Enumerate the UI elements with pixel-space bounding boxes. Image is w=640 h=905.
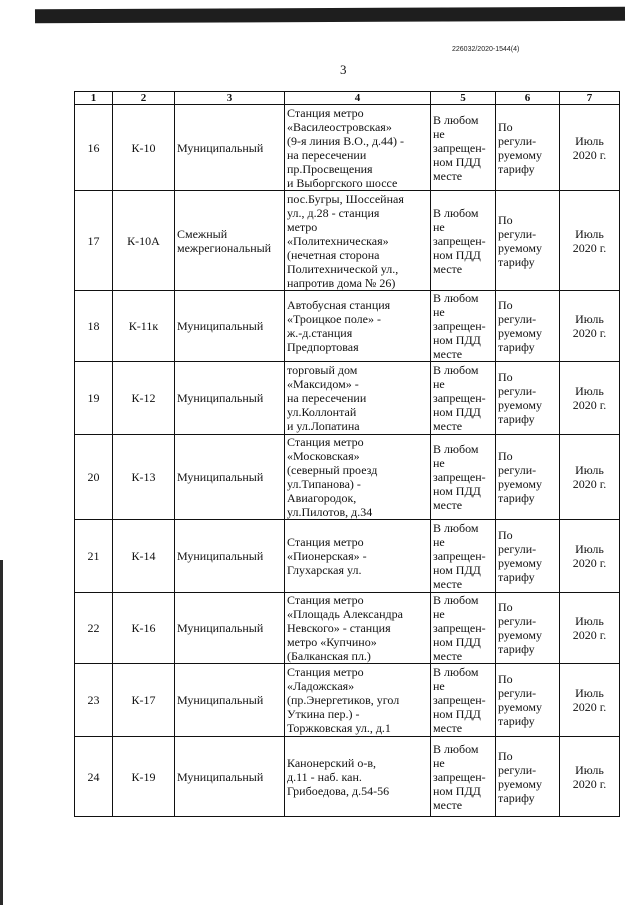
- route-code-cell: К-12: [113, 362, 175, 435]
- tariff-type-cell: По регули- руемому тарифу: [496, 362, 560, 435]
- route-code-cell: К-14: [113, 520, 175, 593]
- start-date-cell: Июль 2020 г.: [560, 435, 620, 520]
- route-type-cell: Муниципальный: [175, 520, 285, 593]
- table-header-row: [75, 92, 620, 105]
- tariff-type-cell: По регули- руемому тарифу: [496, 664, 560, 737]
- route-stops-cell: Станция метро «Пионерская» - Глухарская ул.: [285, 520, 431, 593]
- row-number-cell: 24: [75, 737, 113, 817]
- route-stops-cell: Станция метро «Московская» (северный проезд ул.Типанова) - Авиагородок, ул.Пилотов, д.34: [285, 435, 431, 520]
- page-number: 3: [340, 62, 347, 77]
- route-type-cell: Муниципальный: [175, 737, 285, 817]
- route-stops-cell: Автобусная станция «Троицкое поле» - ж.-д.станция Предпортовая: [285, 291, 431, 362]
- start-date-cell: Июль 2020 г.: [560, 593, 620, 664]
- column-header: 6: [496, 92, 560, 105]
- route-type-cell: Смежный межрегиональный: [175, 191, 285, 291]
- route-code-cell: К-10А: [113, 191, 175, 291]
- boarding-place-cell: В любом не запрещен- ном ПДД месте: [431, 291, 496, 362]
- routes-table: [74, 91, 620, 817]
- tariff-type-cell: По регули- руемому тарифу: [496, 291, 560, 362]
- route-stops-cell: Станция метро «Ладожская» (пр.Энергетиков, угол Уткина пер.) - Торжковская ул., д.1: [285, 664, 431, 737]
- column-header: 2: [113, 92, 175, 105]
- start-date-cell: Июль 2020 г.: [560, 291, 620, 362]
- row-number-cell: 20: [75, 435, 113, 520]
- start-date-cell: Июль 2020 г.: [560, 737, 620, 817]
- route-stops-cell: Станция метро «Площадь Александра Невского» - станция метро «Купчино» (Балканская пл.): [285, 593, 431, 664]
- start-date-cell: Июль 2020 г.: [560, 105, 620, 191]
- table-row: [75, 105, 620, 191]
- start-date-cell: Июль 2020 г.: [560, 362, 620, 435]
- table-row: [75, 520, 620, 593]
- table-row: [75, 435, 620, 520]
- route-code-cell: К-16: [113, 593, 175, 664]
- route-stops-cell: пос.Бугры, Шоссейная ул., д.28 - станция метро «Политехническая» (нечетная сторона Политехнической ул., напротив дома № 26): [285, 191, 431, 291]
- column-header: 4: [285, 92, 431, 105]
- scan-border-top: [35, 7, 625, 24]
- row-number-cell: 23: [75, 664, 113, 737]
- row-number-cell: 21: [75, 520, 113, 593]
- route-stops-cell: Канонерский о-в, д.11 - наб. кан. Грибоедова, д.54-56: [285, 737, 431, 817]
- boarding-place-cell: В любом не запрещен- ном ПДД месте: [431, 362, 496, 435]
- route-code-cell: К-13: [113, 435, 175, 520]
- route-code-cell: К-19: [113, 737, 175, 817]
- start-date-cell: Июль 2020 г.: [560, 191, 620, 291]
- table-row: [75, 191, 620, 291]
- document-id: 226032/2020-1544(4): [452, 46, 520, 53]
- tariff-type-cell: По регули- руемому тарифу: [496, 191, 560, 291]
- table-row: [75, 664, 620, 737]
- route-type-cell: Муниципальный: [175, 105, 285, 191]
- boarding-place-cell: В любом не запрещен- ном ПДД месте: [431, 593, 496, 664]
- route-type-cell: Муниципальный: [175, 291, 285, 362]
- column-header: 5: [431, 92, 496, 105]
- tariff-type-cell: По регули- руемому тарифу: [496, 520, 560, 593]
- table-row: [75, 737, 620, 817]
- route-stops-cell: Станция метро «Василеостровская» (9-я линия В.О., д.44) - на пересечении пр.Просвещения и Выборгского шоссе: [285, 105, 431, 191]
- tariff-type-cell: По регули- руемому тарифу: [496, 105, 560, 191]
- route-code-cell: К-10: [113, 105, 175, 191]
- boarding-place-cell: В любом не запрещен- ном ПДД месте: [431, 191, 496, 291]
- route-type-cell: Муниципальный: [175, 664, 285, 737]
- boarding-place-cell: В любом не запрещен- ном ПДД месте: [431, 737, 496, 817]
- route-type-cell: Муниципальный: [175, 435, 285, 520]
- tariff-type-cell: По регули- руемому тарифу: [496, 435, 560, 520]
- route-type-cell: Муниципальный: [175, 362, 285, 435]
- table-row: [75, 362, 620, 435]
- boarding-place-cell: В любом не запрещен- ном ПДД месте: [431, 664, 496, 737]
- row-number-cell: 16: [75, 105, 113, 191]
- table-row: [75, 593, 620, 664]
- start-date-cell: Июль 2020 г.: [560, 520, 620, 593]
- row-number-cell: 18: [75, 291, 113, 362]
- scan-border-left: [0, 560, 3, 905]
- column-header: 7: [560, 92, 620, 105]
- route-code-cell: К-17: [113, 664, 175, 737]
- tariff-type-cell: По регули- руемому тарифу: [496, 737, 560, 817]
- boarding-place-cell: В любом не запрещен- ном ПДД месте: [431, 105, 496, 191]
- boarding-place-cell: В любом не запрещен- ном ПДД месте: [431, 435, 496, 520]
- route-stops-cell: торговый дом «Максидом» - на пересечении ул.Коллонтай и ул.Лопатина: [285, 362, 431, 435]
- route-code-cell: К-11к: [113, 291, 175, 362]
- boarding-place-cell: В любом не запрещен- ном ПДД месте: [431, 520, 496, 593]
- tariff-type-cell: По регули- руемому тарифу: [496, 593, 560, 664]
- route-type-cell: Муниципальный: [175, 593, 285, 664]
- row-number-cell: 17: [75, 191, 113, 291]
- table-row: [75, 291, 620, 362]
- column-header: 1: [75, 92, 113, 105]
- row-number-cell: 19: [75, 362, 113, 435]
- column-header: 3: [175, 92, 285, 105]
- row-number-cell: 22: [75, 593, 113, 664]
- start-date-cell: Июль 2020 г.: [560, 664, 620, 737]
